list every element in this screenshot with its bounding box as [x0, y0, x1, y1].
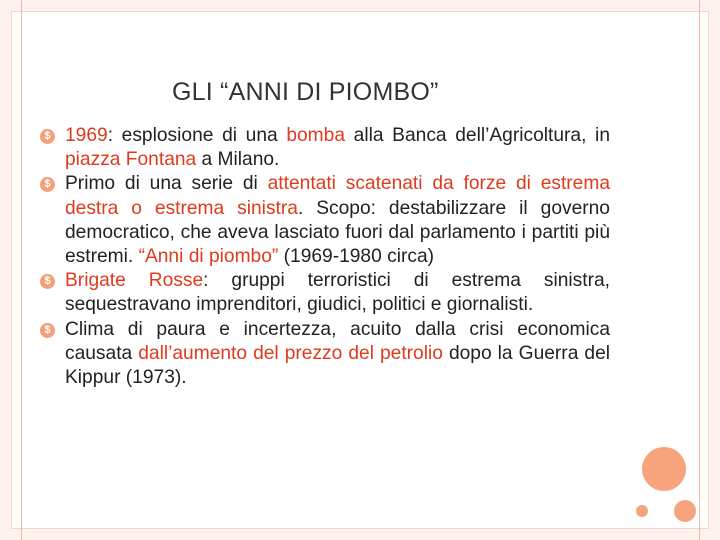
decorative-circle-large — [642, 447, 686, 491]
left-border-line — [21, 0, 22, 540]
dollar-sign-icon: $ — [40, 129, 55, 144]
bullet-item — [40, 318, 610, 391]
dollar-sign-icon: $ — [40, 274, 55, 289]
dollar-sign-icon: $ — [40, 177, 55, 192]
bullet-text — [65, 270, 610, 315]
decorative-circle-medium — [674, 500, 696, 522]
dollar-sign-icon: $ — [40, 323, 55, 338]
bullet-text — [65, 319, 610, 388]
highlighted-text: bomba — [286, 125, 345, 146]
text-run: Primo di una serie di — [65, 173, 268, 195]
highlighted-text: dall’aumento del prezzo del petrolio — [138, 342, 443, 364]
bullet-item — [40, 124, 610, 172]
text-run: : gruppi terroristici di estrema sinistra, sequestravano imprenditori, giudici, politici e giornalisti. — [65, 270, 610, 316]
text-run: (1969-1980 circa) — [278, 246, 435, 268]
bullet-list — [40, 124, 610, 390]
right-border-line — [699, 0, 700, 540]
bullet-text — [65, 125, 610, 170]
bullet-text — [65, 173, 610, 267]
highlighted-text: piazza Fontana — [65, 149, 197, 171]
decorative-circle-small — [636, 505, 648, 517]
bullet-item — [40, 172, 610, 269]
highlighted-text: attentati scatenati da forze di estrema destra o estrema sinistra — [65, 173, 611, 219]
text-run: Clima di paura e incertezza, acuito dalla crisi economica causata — [65, 318, 610, 364]
text-run: . Scopo: destabilizzare il governo democratico, che aveva lasciato fuori dal parlamento i partiti più estremi. — [65, 197, 610, 268]
highlighted-text: 1969 — [65, 125, 108, 146]
highlighted-text: Brigate Rosse — [65, 270, 204, 292]
text-run: : esplosione di una — [107, 125, 287, 146]
bullet-item — [40, 269, 610, 317]
text-run: dopo la Guerra del Kippur (1973). — [65, 342, 610, 389]
text-run: a Milano. — [196, 149, 280, 171]
slide-title: GLI “ANNI DI PIOMBO” — [172, 78, 439, 106]
text-run: alla Banca dell’Agricoltura, in — [345, 125, 610, 146]
highlighted-text: “Anni di piombo” — [138, 246, 279, 268]
